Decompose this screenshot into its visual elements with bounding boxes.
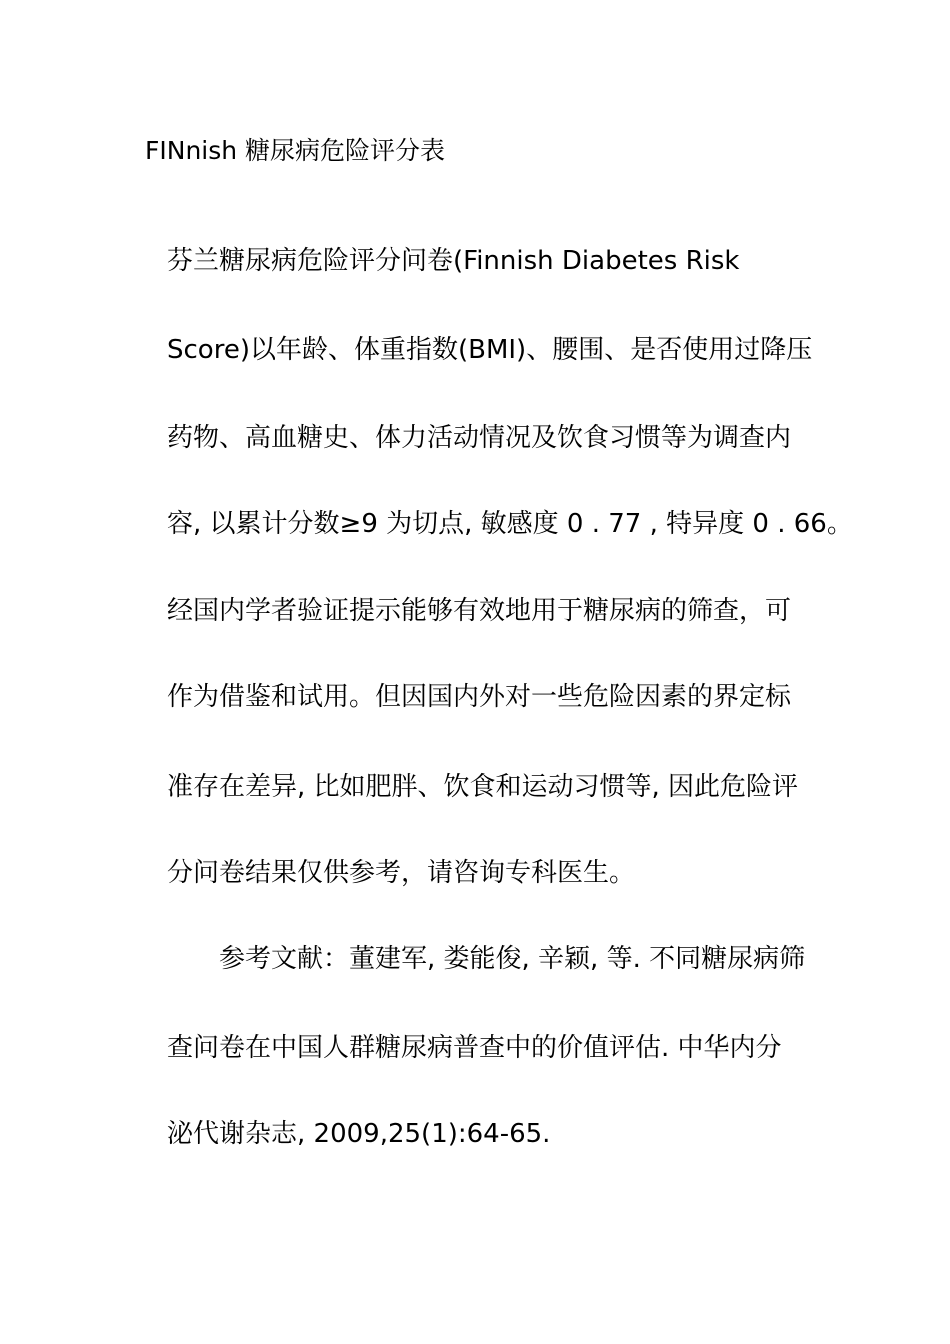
paragraph-line: 准存在差异, 比如肥胖、饮食和运动习惯等, 因此危险评 <box>167 772 799 802</box>
paragraph-line: Score)以年龄、体重指数(BMI)、腰围、是否使用过降压 <box>167 335 813 365</box>
paragraph-line: 经国内学者验证提示能够有效地用于糖尿病的筛查，可 <box>167 596 792 626</box>
paragraph-line: 容, 以累计分数≥9 为切点, 敏感度 0 . 77 , 特异度 0 . 66。 <box>167 509 853 539</box>
paragraph-line: 分问卷结果仅供参考，请咨询专科医生。 <box>167 858 636 888</box>
paragraph-line: 芬兰糖尿病危险评分问卷(Finnish Diabetes Risk <box>167 246 740 276</box>
reference-line: 泌代谢杂志, 2009,25(1):64-65. <box>167 1119 551 1149</box>
paragraph-line: 作为借鉴和试用。但因国内外对一些危险因素的界定标 <box>167 682 792 712</box>
document-title: FINnish 糖尿病危险评分表 <box>145 136 446 165</box>
reference-line: 查问卷在中国人群糖尿病普查中的价值评估. 中华内分 <box>167 1033 782 1063</box>
reference-line: 参考文献：董建军, 娄能俊, 辛颖, 等. 不同糖尿病筛 <box>219 944 806 974</box>
paragraph-line: 药物、高血糖史、体力活动情况及饮食习惯等为调查内 <box>167 423 792 453</box>
